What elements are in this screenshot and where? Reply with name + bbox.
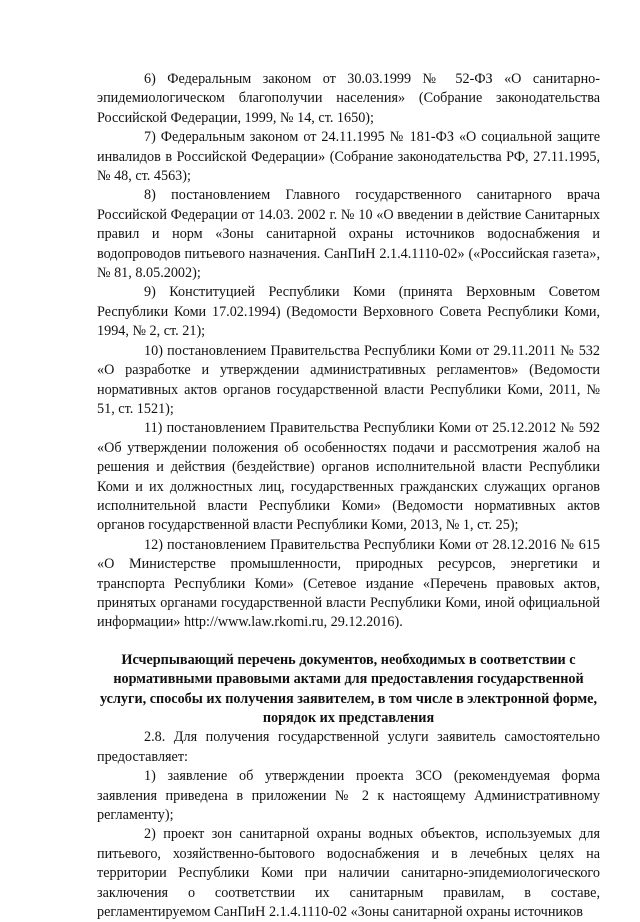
section-heading: Исчерпывающий перечень документов, необходимых в соответствии с нормативными правовыми актами для предоставления государственной услуги, способы их получения заявителем, в том числе в электронной форме, порядок их представления xyxy=(100,651,597,726)
list-item-10: 10) постановлением Правительства Республики Коми от 29.11.2011 № 532 «О разработке и утверждении административных регламентов» (Ведомости нормативных актов органов государственной власти Республики Коми, 2011, № 51, ст. 1521); xyxy=(97,342,600,417)
clause-item-2: 2) проект зон санитарной охраны водных объектов, используемых для питьевого, хозяйственно-бытового водоснабжения и в лечебных целях на территории Республики Коми при наличии санитарно-эпидемиологического заключения о соответствии их санитарным правилам, в составе, регламентируемом СанПиН 2.1.4.1110-02 «Зоны санитарной охраны источников xyxy=(97,826,600,921)
list-item-6: 6) Федеральным законом от 30.03.1999 № 52-ФЗ «О санитарно-эпидемиологическом благополучии населения» (Собрание законодательства Российской Федерации, 1999, № 14, ст. 1650); xyxy=(97,71,600,126)
list-item-8: 8) постановлением Главного государственного санитарного врача Российской Федерации от 14.03. 2002 г. № 10 «О введении в действие Санитарных правил и норм «Зоны санитарной охраны источников водоснабжения и водопроводов питьевого назначения. СанПиН 2.1.4.1110-02» («Российская газета», № 81, 8.05.2002); xyxy=(97,187,600,282)
list-item-12: 12) постановлением Правительства Республики Коми от 28.12.2016 № 615 «О Министерстве промышленности, природных ресурсов, энергетики и транспорта Республики Коми» (Сетевое издание «Перечень правовых актов, принятых органами государственной власти Республики Коми, иной официальной информации» http://www.law.rkomi.ru, 29.12.2016). xyxy=(97,536,600,631)
document-body xyxy=(97,70,600,922)
clause-2-8: 2.8. Для получения государственной услуги заявитель самостоятельно предоставляет: xyxy=(97,729,600,765)
list-item-11: 11) постановлением Правительства Республики Коми от 25.12.2012 № 592 «Об утверждении положения об особенностях подачи и рассмотрения жалоб на решения и действия (бездействие) органов исполнительной власти Республики Коми и их должностных лиц, государственных гражданских служащих органов исполнительной власти Республики Коми» (Ведомости нормативных актов органов государственной власти Республики Коми, 2013, № 1, ст. 25); xyxy=(97,420,600,534)
list-item-7: 7) Федеральным законом от 24.11.1995 № 181-ФЗ «О социальной защите инвалидов в Российской Федерации» (Собрание законодательства РФ, 27.11.1995, № 48, ст. 4563); xyxy=(97,129,600,185)
list-item-9: 9) Конституцией Республики Коми (принята Верховным Советом Республики Коми 17.02.1994) (Ведомости Верховного Совета Республики Коми, 1994, № 2, ст. 21); xyxy=(97,284,600,340)
clause-item-1: 1) заявление об утверждении проекта ЗСО (рекомендуемая форма заявления приведена в приложении № 2 к настоящему Административному регламенту); xyxy=(97,768,600,824)
